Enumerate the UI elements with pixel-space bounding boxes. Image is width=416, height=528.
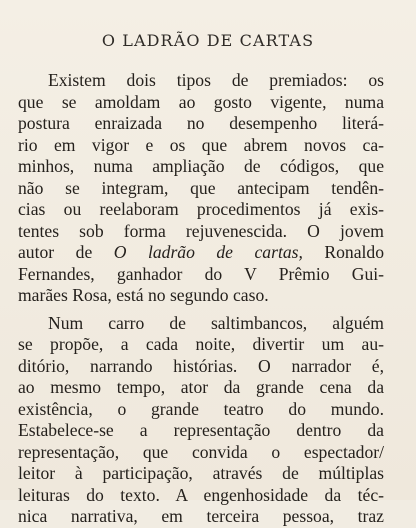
text-line: existência, o grande teatro do mundo. — [18, 398, 384, 419]
text-line: representação, que convida o espectador/ — [18, 441, 384, 462]
text-line: ao mesmo tempo, ator da grande cena da — [18, 377, 384, 397]
text-line: Existem dois tipos de premiados: os — [48, 70, 384, 90]
body-text — [18, 70, 384, 528]
text-fragment: autor de — [18, 242, 114, 262]
text-line: nica narrativa, em terceira pessoa, traz — [18, 506, 384, 526]
book-title-reference: O ladrão de cartas, — [113, 242, 303, 262]
text-line: Estabelece-se a representação dentro da — [18, 420, 384, 440]
paragraph-1 — [18, 70, 384, 307]
text-line: postura enraizada no desempenho literá- — [18, 113, 384, 133]
paragraph-2 — [18, 313, 384, 528]
text-line: se propõe, a cada noite, divertir um au- — [18, 334, 384, 354]
text-line: leituras do texto. A engenhosidade da téc- — [18, 484, 384, 505]
text-line: tentes sob forma rejuvenescida. O jovem — [18, 220, 384, 241]
text-fragment: Ronaldo — [302, 242, 384, 262]
text-line: ditório, narrando histórias. O narrador é, — [18, 355, 384, 376]
text-line: não se integram, que antecipam tendên- — [18, 177, 384, 198]
text-line: leitor à participação, através de múltiplas — [18, 463, 384, 483]
text-line: Fernandes, ganhador do V Prêmio Gui- — [18, 263, 384, 284]
page-title: O LADRÃO DE CARTAS — [101, 31, 315, 50]
text-line: minhos, numa ampliação de códigos, que — [18, 156, 384, 176]
text-line: marães Rosa, está no segundo caso. — [18, 285, 269, 305]
text-line: que se amoldam ao gosto vigente, numa — [18, 91, 384, 112]
text-line — [18, 242, 384, 264]
text-line: cias ou reelaboram procedimentos já exis- — [18, 199, 384, 219]
text-line: rio em vigor e os que abrem novos ca- — [18, 134, 384, 155]
text-line: Num carro de saltimbancos, alguém — [48, 312, 384, 333]
